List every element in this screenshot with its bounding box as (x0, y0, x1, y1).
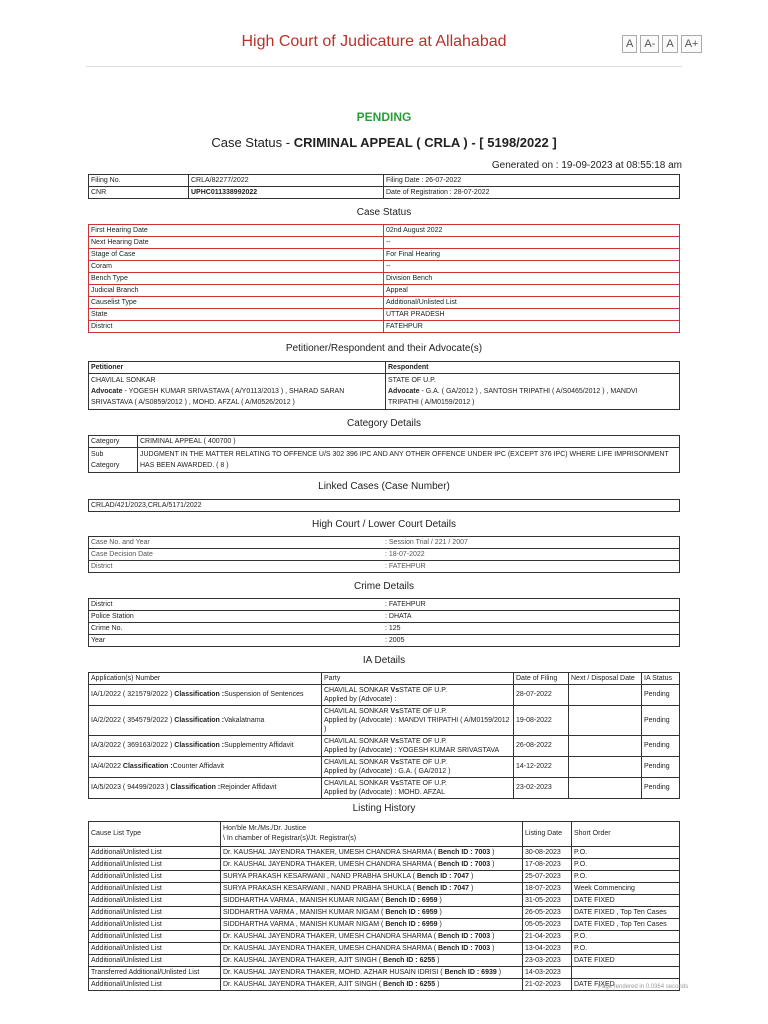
table-row (89, 561, 680, 573)
generated-timestamp: Generated on : 19-09-2023 at 08:55:18 am (491, 160, 682, 171)
listing-judge-cell: Dr. KAUSHAL JAYENDRA THAKER, UMESH CHANDRA SHARMA ( Bench ID : 7003 ) (221, 943, 523, 955)
listing-date: 21-02-2023 (523, 979, 572, 991)
lower-court-label: Case Decision Date (89, 549, 384, 561)
crime-label: District (89, 599, 384, 611)
ia-next-date (569, 706, 642, 736)
petitioner-advocates-line1: - YOGESH KUMAR SRIVASTAVA ( A/Y0113/2013 ) , SHARAD SARAN (122, 388, 345, 395)
table-row (89, 261, 680, 273)
ia-number[interactable]: IA/5/2023 ( 94499/2023 ) (91, 784, 171, 791)
short-order: DATE FIXED , Top Ten Cases (572, 919, 680, 931)
listing-judge-cell: Dr. KAUSHAL JAYENDRA THAKER, MOHD. AZHAR HUSAIN IDRISI ( Bench ID : 6939 ) (221, 967, 523, 979)
table-row (89, 967, 680, 979)
table-row (89, 537, 680, 549)
ia-date: 19-08-2022 (514, 706, 569, 736)
short-order: P.O. (572, 943, 680, 955)
listing-date: 17-08-2023 (523, 859, 572, 871)
cnr-value: UPHC011338992022 (189, 187, 384, 199)
section-title-lower-court: High Court / Lower Court Details (312, 519, 456, 530)
table-row (89, 871, 680, 883)
lower-court-value: : FATEHPUR (383, 561, 680, 573)
bench-id: 7047 (453, 872, 470, 880)
font-size-controls (622, 35, 702, 53)
case-status-value: Appeal (384, 285, 680, 297)
case-status-label: Coram (89, 261, 384, 273)
table-row (89, 297, 680, 309)
ia-respondent: STATE OF U.P. (399, 738, 447, 745)
case-status-value: 02nd August 2022 (384, 225, 680, 237)
ia-status: Pending (642, 757, 680, 778)
case-status-value: Additional/Unlisted List (384, 297, 680, 309)
crime-label: Year (89, 635, 384, 647)
listing-judge-cell: SIDDHARTHA VARMA , MANISH KUMAR NIGAM ( Bench ID : 6959 ) (221, 895, 523, 907)
ia-date: 26-08-2022 (514, 736, 569, 757)
bench-id-label: Bench ID : (383, 956, 418, 964)
sub-category-value (138, 448, 680, 473)
table-row (89, 611, 680, 623)
ia-classification: Rejoinder Affidavit (220, 784, 277, 791)
petitioner-name: CHAVILAL SONKAR (91, 377, 156, 384)
listing-judges: SIDDHARTHA VARMA , MANISH KUMAR NIGAM (223, 908, 380, 916)
bench-id-label: Bench ID : (385, 908, 420, 916)
bench-id: 7003 (474, 848, 491, 856)
ia-date: 23-02-2023 (514, 778, 569, 799)
table-row (89, 706, 680, 736)
case-status-label: Stage of Case (89, 249, 384, 261)
ia-number-cell (89, 778, 322, 799)
ia-status: Pending (642, 685, 680, 706)
ia-respondent: STATE OF U.P. (399, 780, 447, 787)
listing-date: 14-03-2023 (523, 967, 572, 979)
linked-cases-table (88, 499, 680, 512)
section-title-listing: Listing History (352, 803, 416, 814)
table-row (89, 285, 680, 297)
listing-date: 13-04-2023 (523, 943, 572, 955)
lower-court-label: District (89, 561, 384, 573)
ia-number[interactable]: IA/3/2022 ( 369163/2022 ) (91, 742, 175, 749)
sub-value-line1: JUDGMENT IN THE MATTER RELATING TO OFFENCE U/S 302 396 IPC AND ANY OTHER OFFENCE UNDER IPC (EXCEPT 376 IPC) WHERE LIFE IMPRISONMENT (140, 451, 669, 458)
bench-id: 6939 (481, 968, 497, 976)
short-order: P.O. (572, 859, 680, 871)
section-title-crime: Crime Details (353, 581, 414, 592)
ia-parties (324, 737, 511, 746)
page-header (0, 0, 768, 70)
ia-parties (324, 758, 511, 767)
classification-label: Classification : (174, 691, 225, 698)
table-row (89, 436, 680, 448)
ia-number-cell (89, 706, 322, 736)
respondent-cell (386, 374, 680, 410)
table-row (89, 757, 680, 778)
sub-category-label (89, 448, 138, 473)
ia-number-cell (89, 736, 322, 757)
case-number: CRIMINAL APPEAL ( CRLA ) - [ 5198/2022 ] (293, 135, 557, 150)
listing-type: Additional/Unlisted List (89, 907, 221, 919)
bench-id: 7003 (474, 860, 491, 868)
listing-date: 18-07-2023 (523, 883, 572, 895)
ia-header-status: IA Status (642, 673, 680, 685)
case-title (0, 135, 768, 150)
listing-judge-cell: Dr. KAUSHAL JAYENDRA THAKER, UMESH CHANDRA SHARMA ( Bench ID : 7003 ) (221, 859, 523, 871)
ia-classification: Vakalatnama (224, 716, 265, 724)
table-row (89, 931, 680, 943)
listing-type: Additional/Unlisted List (89, 847, 221, 859)
listing-judge-cell: Dr. KAUSHAL JAYENDRA THAKER, UMESH CHANDRA SHARMA ( Bench ID : 7003 ) (221, 847, 523, 859)
section-title-category: Category Details (347, 418, 421, 429)
section-title-parties: Petitioner/Respondent and their Advocate(s) (285, 343, 483, 354)
ia-party-cell (322, 706, 514, 736)
judge-header-line1: Hon'ble Mr./Ms./Dr. Justice (223, 825, 307, 832)
crime-value: : 125 (383, 623, 680, 635)
listing-date: 30-08-2023 (523, 847, 572, 859)
petitioner-advocates (91, 386, 383, 397)
vs-label: Vs (390, 738, 400, 745)
bench-id-label: Bench ID : (385, 896, 420, 904)
ia-header-next: Next / Disposal Date (569, 673, 642, 685)
table-row (89, 549, 680, 561)
ia-classification: Counter Affidavit (172, 763, 224, 770)
short-order: Week Commencing (572, 883, 680, 895)
filing-table (88, 174, 680, 199)
bench-id: 6959 (421, 896, 438, 904)
table-row (89, 895, 680, 907)
classification-label: Classification : (174, 742, 225, 749)
table-row (89, 883, 680, 895)
listing-date: 26-05-2023 (523, 907, 572, 919)
crime-label: Crime No. (89, 623, 384, 635)
ia-petitioner: CHAVILAL SONKAR (324, 780, 391, 787)
vs-label: Vs (390, 708, 400, 715)
ia-applied-by: Applied by (Advocate) : YOGESH KUMAR SRIVASTAVA (324, 747, 500, 754)
font-normal-button[interactable]: A (662, 35, 677, 53)
vs-label: Vs (390, 759, 400, 766)
listing-judges: Dr. KAUSHAL JAYENDRA THAKER, UMESH CHANDRA SHARMA (223, 944, 432, 952)
case-status-label: First Hearing Date (89, 225, 384, 237)
classification-label: Classification : (170, 784, 221, 791)
case-status-label: Next Hearing Date (89, 237, 384, 249)
listing-judge-cell: SIDDHARTHA VARMA , MANISH KUMAR NIGAM ( Bench ID : 6959 ) (221, 919, 523, 931)
section-title-case-status: Case Status (356, 207, 412, 218)
category-value: CRIMINAL APPEAL ( 400700 ) (138, 436, 680, 448)
crime-table (88, 598, 680, 647)
ia-table (88, 672, 680, 799)
bench-id: 7003 (474, 932, 491, 940)
case-status-value: -- (384, 261, 680, 273)
bench-id-label: Bench ID : (437, 848, 473, 856)
table-row (89, 599, 680, 611)
ia-applied-by: Applied by (Advocate) : (324, 696, 397, 703)
ia-classification: Supplementry Affidavit (224, 742, 294, 749)
ia-status: Pending (642, 778, 680, 799)
cnr-label: CNR (89, 187, 189, 199)
listing-judges: Dr. KAUSHAL JAYENDRA THAKER, MOHD. AZHAR HUSAIN IDRISI (223, 968, 439, 976)
table-row (89, 237, 680, 249)
listing-judges: SIDDHARTHA VARMA , MANISH KUMAR NIGAM (223, 920, 380, 928)
table-row (89, 500, 680, 512)
bench-id-label: Bench ID : (437, 944, 473, 952)
short-order: P.O. (572, 847, 680, 859)
respondent-advocates-line2: TRIPATHI ( A/M0159/2012 ) (388, 399, 475, 406)
ia-number-cell (89, 685, 322, 706)
font-reset-button[interactable]: A (622, 35, 637, 53)
judge-header-line2: \ In chamber of Registrar(s)/Jt. Registrar(s) (223, 835, 357, 842)
render-time-note: Page rendered in 0.0364 seconds (598, 984, 689, 990)
table-row (89, 778, 680, 799)
ia-petitioner: CHAVILAL SONKAR (324, 708, 391, 715)
crime-value: : FATEHPUR (383, 599, 680, 611)
font-increase-button[interactable]: A+ (681, 35, 703, 53)
header-divider (86, 66, 682, 67)
listing-judges: SIDDHARTHA VARMA , MANISH KUMAR NIGAM (223, 896, 380, 904)
bench-id-label: Bench ID : (437, 860, 473, 868)
short-order: DATE FIXED (572, 955, 680, 967)
ia-party-cell (322, 685, 514, 706)
table-row (89, 979, 680, 991)
bench-id-label: Bench ID : (416, 884, 452, 892)
ia-classification: Suspension of Sentences (224, 691, 304, 698)
case-status-label: District (89, 321, 384, 333)
vs-label: Vs (390, 780, 400, 787)
case-status-value: -- (384, 237, 680, 249)
ia-applied-by: Applied by (Advocate) : G.A. ( GA/2012 ) (324, 768, 451, 775)
listing-type: Additional/Unlisted List (89, 979, 221, 991)
table-row (89, 249, 680, 261)
listing-judges: SURYA PRAKASH KESARWANI , NAND PRABHA SHUKLA (223, 884, 411, 892)
table-row (89, 859, 680, 871)
listing-date: 21-04-2023 (523, 931, 572, 943)
listing-judge-cell: Dr. KAUSHAL JAYENDRA THAKER, AJIT SINGH ( Bench ID : 6255 ) (221, 955, 523, 967)
listing-judges: Dr. KAUSHAL JAYENDRA THAKER, AJIT SINGH (223, 956, 377, 964)
table-header-row (89, 822, 680, 847)
respondent-header: Respondent (386, 362, 680, 374)
ia-party-cell (322, 757, 514, 778)
lower-court-label: Case No. and Year (89, 537, 384, 549)
listing-judge-cell: Dr. KAUSHAL JAYENDRA THAKER, UMESH CHANDRA SHARMA ( Bench ID : 7003 ) (221, 931, 523, 943)
ia-parties (324, 707, 511, 716)
ia-date: 14-12-2022 (514, 757, 569, 778)
listing-judge-cell: SIDDHARTHA VARMA , MANISH KUMAR NIGAM ( Bench ID : 6959 ) (221, 907, 523, 919)
listing-judges: SURYA PRAKASH KESARWANI , NAND PRABHA SHUKLA (223, 872, 411, 880)
listing-judges: Dr. KAUSHAL JAYENDRA THAKER, UMESH CHANDRA SHARMA (223, 860, 432, 868)
ia-number[interactable]: IA/1/2022 ( 321579/2022 ) (91, 691, 175, 698)
bench-id-label: Bench ID : (416, 872, 452, 880)
ia-parties (324, 779, 511, 788)
table-row (89, 187, 680, 199)
sub-label-line1: Sub (91, 451, 104, 458)
petitioner-advocates-line2: SRIVASTAVA ( A/S0859/2012 ) , MOHD. AFZAL ( A/M0526/2012 ) (91, 399, 295, 406)
petitioner-header: Petitioner (89, 362, 386, 374)
bench-id-label: Bench ID : (385, 920, 420, 928)
crime-value: : DHATA (383, 611, 680, 623)
case-status-label: State (89, 309, 384, 321)
registration-date: Date of Registration : 28-07-2022 (384, 187, 680, 199)
listing-type: Additional/Unlisted List (89, 943, 221, 955)
listing-header-date: Listing Date (523, 822, 572, 847)
table-row (89, 374, 680, 410)
respondent-advocates (388, 386, 677, 397)
font-decrease-button[interactable]: A- (640, 35, 659, 53)
case-status-label: Bench Type (89, 273, 384, 285)
bench-id: 7047 (453, 884, 470, 892)
ia-number[interactable]: IA/4/2022 (91, 763, 123, 770)
ia-respondent: STATE OF U.P. (399, 708, 447, 715)
case-status-value: For Final Hearing (384, 249, 680, 261)
table-row (89, 736, 680, 757)
lower-court-value: : 18-07-2022 (383, 549, 680, 561)
listing-type: Additional/Unlisted List (89, 919, 221, 931)
listing-judge-cell: SURYA PRAKASH KESARWANI , NAND PRABHA SHUKLA ( Bench ID : 7047 ) (221, 871, 523, 883)
ia-party-cell (322, 778, 514, 799)
listing-date: 23-03-2023 (523, 955, 572, 967)
listing-judges: Dr. KAUSHAL JAYENDRA THAKER, AJIT SINGH (223, 980, 377, 988)
ia-petitioner: CHAVILAL SONKAR (324, 759, 391, 766)
bench-id: 6255 (419, 980, 436, 988)
listing-type: Additional/Unlisted List (89, 895, 221, 907)
vs-label: Vs (390, 687, 400, 694)
ia-header-party: Party (322, 673, 514, 685)
bench-id-label: Bench ID : (383, 980, 418, 988)
short-order: P.O. (572, 931, 680, 943)
category-table (88, 435, 680, 473)
case-title-prefix: Case Status - (211, 135, 294, 150)
lower-court-value: : Session Trial / 221 / 2007 (383, 537, 680, 549)
case-status-value: Division Bench (384, 273, 680, 285)
section-title-linked: Linked Cases (Case Number) (318, 481, 450, 492)
table-row (89, 635, 680, 647)
parties-table (88, 361, 680, 410)
bench-id-label: Bench ID : (444, 968, 480, 976)
case-status-value: FATEHPUR (384, 321, 680, 333)
table-row (89, 273, 680, 285)
listing-type: Additional/Unlisted List (89, 871, 221, 883)
section-title-ia: IA Details (362, 655, 406, 666)
listing-header-order: Short Order (572, 822, 680, 847)
short-order: DATE FIXED (572, 895, 680, 907)
ia-next-date (569, 778, 642, 799)
listing-judges: Dr. KAUSHAL JAYENDRA THAKER, UMESH CHANDRA SHARMA (223, 848, 432, 856)
sub-value-line2: HAS BEEN AWARDED. ( 8 ) (140, 462, 229, 469)
ia-applied-by: Applied by (Advocate) : MANDVI TRIPATHI ( A/M0159/2012 ) (324, 717, 510, 733)
filing-no-value: CRLA/82277/2022 (189, 175, 384, 187)
table-header-row (89, 673, 680, 685)
table-row (89, 175, 680, 187)
case-status-label: Judicial Branch (89, 285, 384, 297)
listing-type: Additional/Unlisted List (89, 931, 221, 943)
listing-type: Additional/Unlisted List (89, 883, 221, 895)
listing-header-judge (221, 822, 523, 847)
ia-next-date (569, 757, 642, 778)
listing-date: 25-07-2023 (523, 871, 572, 883)
filing-date: Filing Date : 26-07-2022 (384, 175, 680, 187)
listing-history-table (88, 821, 680, 991)
listing-judge-cell: Dr. KAUSHAL JAYENDRA THAKER, AJIT SINGH ( Bench ID : 6255 ) (221, 979, 523, 991)
ia-next-date (569, 685, 642, 706)
short-order: DATE FIXED , Top Ten Cases (572, 907, 680, 919)
table-row (89, 919, 680, 931)
table-row (89, 907, 680, 919)
respondent-advocates-line1: - G.A. ( GA/2012 ) , SANTOSH TRIPATHI ( A/S0465/2012 ) , MANDVI (419, 388, 638, 395)
table-row (89, 448, 680, 473)
table-row (89, 623, 680, 635)
advocate-label: Advocate (91, 388, 123, 395)
ia-parties (324, 686, 511, 695)
table-row (89, 225, 680, 237)
advocate-label: Advocate (388, 388, 420, 395)
ia-header-date: Date of Filing (514, 673, 569, 685)
table-row (89, 685, 680, 706)
bench-id: 7003 (474, 944, 491, 952)
listing-date: 31-05-2023 (523, 895, 572, 907)
case-status-badge: PENDING (356, 110, 412, 124)
ia-respondent: STATE OF U.P. (399, 687, 447, 694)
short-order: P.O. (572, 871, 680, 883)
bench-id: 6959 (421, 908, 438, 916)
bench-id: 6255 (419, 956, 436, 964)
crime-label: Police Station (89, 611, 384, 623)
classification-label: Classification : (122, 763, 173, 770)
listing-date: 05-05-2023 (523, 919, 572, 931)
table-row (89, 955, 680, 967)
petitioner-cell (89, 374, 386, 410)
ia-header-number: Application(s) Number (89, 673, 322, 685)
case-status-value: UTTAR PRADESH (384, 309, 680, 321)
crime-value: : 2005 (383, 635, 680, 647)
ia-applied-by: Applied by (Advocate) : MOHD. AFZAL (324, 789, 445, 796)
ia-status: Pending (642, 706, 680, 736)
table-row (89, 847, 680, 859)
case-status-table (88, 224, 680, 333)
lower-court-table (88, 536, 680, 573)
respondent-name: STATE OF U.P. (388, 377, 436, 384)
listing-type: Additional/Unlisted List (89, 859, 221, 871)
short-order (572, 967, 680, 979)
category-label: Category (89, 436, 138, 448)
ia-petitioner: CHAVILAL SONKAR (324, 738, 391, 745)
short-order: DATE FIXED (572, 979, 680, 991)
bench-id: 6959 (421, 920, 438, 928)
listing-header-cause: Cause List Type (89, 822, 221, 847)
linked-cases-value[interactable]: CRLAD/421/2023,CRLA/5171/2022 (89, 500, 680, 512)
filing-no-label: Filing No. (89, 175, 189, 187)
sub-label-line2: Category (91, 462, 120, 469)
table-row (89, 321, 680, 333)
listing-judges: Dr. KAUSHAL JAYENDRA THAKER, UMESH CHANDRA SHARMA (223, 932, 432, 940)
ia-date: 28-07-2022 (514, 685, 569, 706)
court-name: High Court of Judicature at Allahabad (241, 33, 507, 50)
case-status-label: Causelist Type (89, 297, 384, 309)
ia-respondent: STATE OF U.P. (399, 759, 447, 766)
ia-party-cell (322, 736, 514, 757)
table-row (89, 362, 680, 374)
ia-number-cell (89, 757, 322, 778)
listing-type: Transferred Additional/Unlisted List (89, 967, 221, 979)
classification-label: Classification : (174, 716, 225, 724)
ia-number[interactable]: IA/2/2022 ( 354579/2022 ) (91, 716, 175, 724)
listing-type: Additional/Unlisted List (89, 955, 221, 967)
table-row (89, 309, 680, 321)
ia-petitioner: CHAVILAL SONKAR (324, 687, 391, 694)
listing-judge-cell: SURYA PRAKASH KESARWANI , NAND PRABHA SHUKLA ( Bench ID : 7047 ) (221, 883, 523, 895)
table-row (89, 943, 680, 955)
ia-next-date (569, 736, 642, 757)
bench-id-label: Bench ID : (437, 932, 473, 940)
ia-status: Pending (642, 736, 680, 757)
